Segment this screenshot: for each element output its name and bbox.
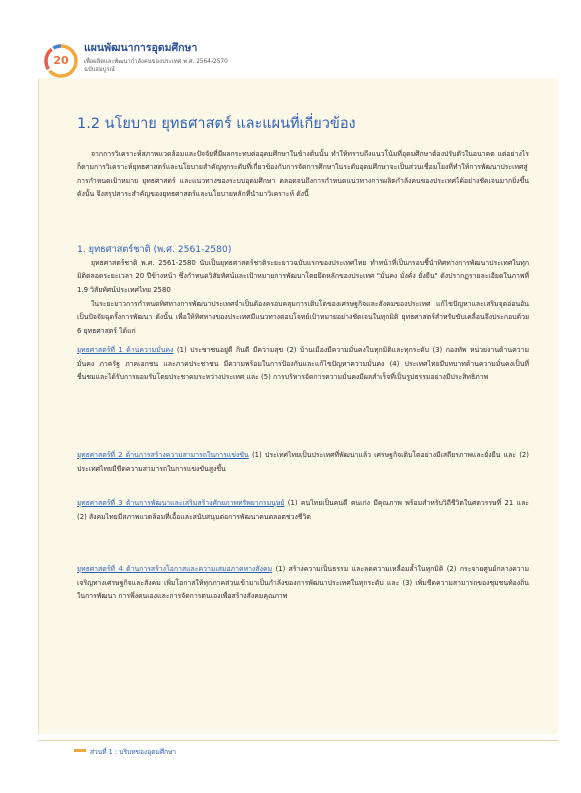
footer-section-label: ส่วนที่ 1 : บริบทของอุดมศึกษา (90, 748, 177, 756)
strategy-item-3 (77, 497, 529, 524)
footer-divider (38, 740, 558, 741)
header-subtitle: เพื่อผลิตและพัฒนากำลังคนของประเทศ พ.ศ. 2564-2570 (84, 59, 228, 65)
strategy-item-1 (77, 344, 529, 385)
strategy-3-title: ยุทธศาสตร์ที่ 3 ด้านการพัฒนาและเสริมสร้างศักยภาพทรัพยากรมนุษย์ (77, 499, 285, 507)
intro-paragraph: จากการวิเคราะห์สภาพแวดล้อมและปัจจัยที่มีผลกระทบต่ออุดมศึกษาในข้างต้นนั้น ทำให้ทราบถึงแนวโน้มที่อุดมศึกษาต้องปรับตัวในอนาคต แต่อย่างไรก็ตามการวิเคราะห์ยุทธศาสตร์และนโยบายสำคัญทุกระดับที่เกี่ยวข้องกับการจัดการศึกษาในระดับอุดมศึกษาจะเป็นส่วนเชื่อมโยงที่ทำให้การพัฒนาประเทศสู่การกำหนดเป้าหมาย ยุทธศาสตร์ และแนวทางของระบบอุดมศึกษา ตลอดจนถึงการกำหนดแนวทางการผลิตกำลังคนของประเทศได้อย่างชัดเจนมากยิ่งขึ้น ดังนั้น จึงสรุปสาระสำคัญของยุทธศาสตร์และนโยบายหลักที่นำมาวิเคราะห์ ดังนี้ (77, 150, 529, 199)
strategy-4-title: ยุทธศาสตร์ที่ 4 ด้านการสร้างโอกาสและความเสมอภาคทางสังคม (77, 565, 273, 573)
section-title: 1.2 นโยบาย ยุทธศาสตร์ และแผนที่เกี่ยวข้อง (77, 116, 356, 132)
header-edition: ฉบับสมบูรณ์ (84, 67, 115, 73)
strategy-item-4 (77, 563, 529, 604)
header-title: แผนพัฒนาการอุดมศึกษา (84, 42, 198, 54)
strategy-1-title: ยุทธศาสตร์ที่ 1 ด้านความมั่นคง (77, 346, 174, 354)
strategy-2-body: (1) ประเทศไทยเป็นประเทศที่พัฒนาแล้ว เศรษฐกิจเติบโตอย่างมีเสถียรภาพและยั่งยืน และ (2) ประเทศไทยมีขีดความสามารถในการแข่งขันสูงขึ้น (77, 451, 529, 473)
page-number: 20 (53, 54, 69, 67)
strategy-1-body: (1) ประชาชนอยู่ดี กินดี มีความสุข (2) บ้านเมืองมีความมั่นคงในทุกมิติและทุกระดับ (3) กองทัพ หน่วยงานด้านความมั่นคง ภาครัฐ ภาคเอกชน และภาคประชาชน มีความพร้อมในการป้องกันและแก้ไขปัญหาความมั่นคง (4) ประเทศไทยมีบทบาทด้านความมั่นคงเป็นที่ชื่นชมและได้รับการยอมรับโดยประชาคมระหว่างประเทศ และ (5) การบริหารจัดการความมั่นคงมีผลสำเร็จที่เป็นรูปธรรมอย่างมีประสิทธิภาพ (77, 346, 529, 382)
national-strategy-paragraph-2: ในระยะยาวการกำหนดทิศทางการพัฒนาประเทศจำเป็นต้องครอบคลุมการเติบโตของเศรษฐกิจและสังคมของประเทศ แก้ไขปัญหาและเสริมจุดอ่อนอันเป็นปัจจัยฉุดรั้งการพัฒนา ดังนั้น เพื่อให้ทิศทางของประเทศมีแนวทางตอบโจทย์เป้าหมายอย่างชัดเจนในทุกมิติ ยุทธศาสตร์สำหรับขับเคลื่อนจึงประกอบด้วย 6 ยุทธศาสตร์ ได้แก่ (77, 300, 529, 335)
national-strategy-paragraph-1: ยุทธศาสตร์ชาติ พ.ศ. 2561-2580 นับเป็นยุทธศาสตร์ชาติระยะยาวฉบับแรกของประเทศไทย ทำหน้าที่เป็นกรอบชี้นำทิศทางการพัฒนาประเทศในทุกมิติตลอดระยะเวลา 20 ปีข้างหน้า ซึ่งกำหนดวิสัยทัศน์และเป้าหมายการพัฒนาโดยยึดหลักของประเทศ "มั่นคง มั่งคั่ง ยั่งยืน" ดังปรากฏรายละเอียดในภาพที่ 1.9 วิสัยทัศน์ประเทศไทย 2580 (77, 259, 529, 294)
strategy-3-body: (1) คนไทยเป็นคนดี คนเก่ง มีคุณภาพ พร้อมสำหรับวิถีชีวิตในศตวรรษที่ 21 และ (2) สังคมไทยมีสภาพแวดล้อมที่เอื้อและสนับสนุนต่อการพัฒนาคนตลอดช่วงชีวิต (77, 499, 529, 521)
strategy-2-title: ยุทธศาสตร์ที่ 2 ด้านการสร้างความสามารถในการแข่งขัน (77, 451, 249, 459)
strategy-4-body: (1) สร้างความเป็นธรรม และลดความเหลื่อมล้ำในทุกมิติ (2) กระจายศูนย์กลางความเจริญทางเศรษฐกิจและสังคม เพิ่มโอกาสให้ทุกภาคส่วนเข้ามาเป็นกำลังของการพัฒนาประเทศในทุกระดับ และ (3) เพิ่มขีดความสามารถของชุมชนท้องถิ่นในการพัฒนา การพึ่งตนเองและการจัดการตนเองเพื่อสร้างสังคมคุณภาพ (77, 565, 529, 601)
footer-accent-bar (74, 749, 86, 752)
strategy-item-2 (77, 449, 529, 476)
national-strategy-heading: 1. ยุทธศาสตร์ชาติ (พ.ศ. 2561-2580) (77, 244, 232, 255)
panel-border (38, 78, 39, 734)
